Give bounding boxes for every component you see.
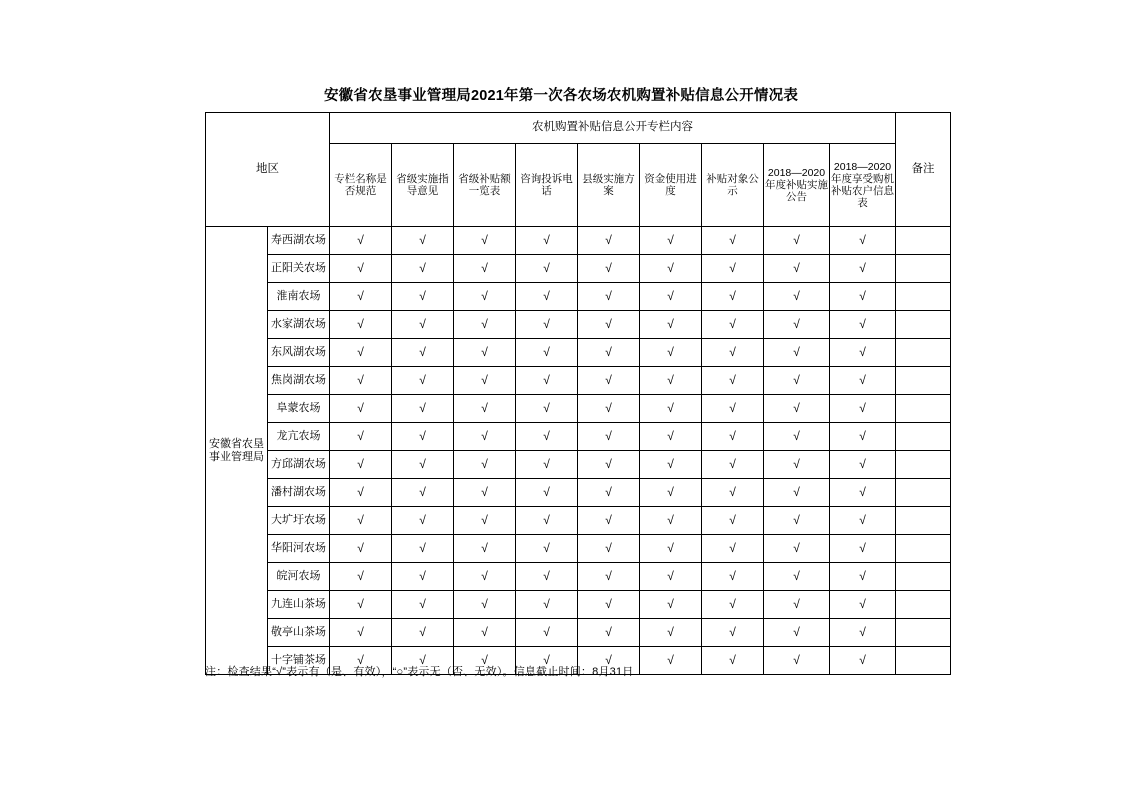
mark-cell: √ [640, 619, 702, 647]
mark-cell: √ [454, 283, 516, 311]
mark-cell: √ [392, 227, 454, 255]
mark-cell: √ [330, 283, 392, 311]
mark-cell: √ [640, 563, 702, 591]
mark-cell: √ [454, 311, 516, 339]
mark-cell: √ [516, 227, 578, 255]
mark-cell: √ [830, 479, 896, 507]
mark-cell: √ [516, 283, 578, 311]
table-row [206, 507, 951, 535]
mark-cell: √ [330, 311, 392, 339]
farm-name: 方邱湖农场 [268, 451, 330, 479]
remark-cell [896, 451, 951, 479]
mark-cell: √ [392, 339, 454, 367]
remark-cell [896, 619, 951, 647]
mark-cell: √ [454, 479, 516, 507]
mark-cell: √ [516, 339, 578, 367]
mark-cell: √ [830, 227, 896, 255]
column-header-7: 补贴对象公示 [702, 144, 764, 227]
mark-cell: √ [578, 535, 640, 563]
mark-cell: √ [702, 591, 764, 619]
mark-cell: √ [640, 507, 702, 535]
column-header-2: 省级实施指导意见 [392, 144, 454, 227]
mark-cell: √ [702, 283, 764, 311]
remark-cell [896, 283, 951, 311]
mark-cell: √ [640, 535, 702, 563]
column-header-1: 专栏名称是否规范 [330, 144, 392, 227]
mark-cell: √ [830, 507, 896, 535]
mark-cell: √ [640, 591, 702, 619]
mark-cell: √ [764, 227, 830, 255]
mark-cell: √ [640, 283, 702, 311]
mark-cell: √ [830, 367, 896, 395]
farm-name: 水家湖农场 [268, 311, 330, 339]
mark-cell: √ [330, 451, 392, 479]
table-row [206, 339, 951, 367]
column-header-6: 资金使用进度 [640, 144, 702, 227]
table-row [206, 591, 951, 619]
mark-cell: √ [830, 451, 896, 479]
mark-cell: √ [640, 255, 702, 283]
mark-cell: √ [702, 535, 764, 563]
mark-cell: √ [516, 451, 578, 479]
mark-cell: √ [640, 479, 702, 507]
mark-cell: √ [516, 619, 578, 647]
mark-cell: √ [516, 591, 578, 619]
farm-name: 寿西湖农场 [268, 227, 330, 255]
mark-cell: √ [516, 507, 578, 535]
page-title: 安徽省农垦事业管理局2021年第一次各农场农机购置补贴信息公开情况表 [323, 88, 799, 104]
table-row [206, 423, 951, 451]
mark-cell: √ [454, 395, 516, 423]
mark-cell: √ [640, 395, 702, 423]
mark-cell: √ [702, 311, 764, 339]
mark-cell: √ [764, 395, 830, 423]
remark-cell [896, 395, 951, 423]
mark-cell: √ [830, 395, 896, 423]
remark-cell [896, 367, 951, 395]
mark-cell: √ [578, 395, 640, 423]
mark-cell: √ [392, 255, 454, 283]
mark-cell: √ [702, 619, 764, 647]
mark-cell: √ [640, 647, 702, 675]
mark-cell: √ [702, 507, 764, 535]
remark-cell [896, 563, 951, 591]
column-header-8: 2018—2020年度补贴实施公告 [764, 144, 830, 227]
mark-cell: √ [640, 423, 702, 451]
mark-cell: √ [454, 647, 516, 675]
mark-cell: √ [640, 311, 702, 339]
table-header [206, 113, 951, 227]
mark-cell: √ [578, 339, 640, 367]
mark-cell: √ [516, 255, 578, 283]
mark-cell: √ [516, 563, 578, 591]
mark-cell: √ [764, 647, 830, 675]
remark-cell [896, 255, 951, 283]
column-header-9: 2018—2020年度享受购机补贴农户信息表 [830, 144, 896, 227]
mark-cell: √ [454, 339, 516, 367]
mark-cell: √ [454, 619, 516, 647]
org-label: 安徽省农垦事业管理局 [206, 227, 268, 675]
farm-name: 阜蒙农场 [268, 395, 330, 423]
mark-cell: √ [330, 367, 392, 395]
mark-cell: √ [516, 311, 578, 339]
mark-cell: √ [392, 479, 454, 507]
mark-cell: √ [578, 507, 640, 535]
mark-cell: √ [454, 507, 516, 535]
mark-cell: √ [702, 451, 764, 479]
mark-cell: √ [454, 227, 516, 255]
remark-cell [896, 479, 951, 507]
remark-cell [896, 339, 951, 367]
mark-cell: √ [516, 535, 578, 563]
mark-cell: √ [516, 423, 578, 451]
mark-cell: √ [392, 367, 454, 395]
mark-cell: √ [578, 283, 640, 311]
mark-cell: √ [454, 423, 516, 451]
farm-name: 东风湖农场 [268, 339, 330, 367]
mark-cell: √ [764, 283, 830, 311]
mark-cell: √ [702, 563, 764, 591]
mark-cell: √ [392, 619, 454, 647]
subsidy-disclosure-table [205, 112, 951, 675]
table-row [206, 535, 951, 563]
mark-cell: √ [578, 479, 640, 507]
table-row [206, 227, 951, 255]
table-footnote: 注：检查结果“√”表示有（是、有效），“○”表示无（否、无效）。信息截止时间：8月31日 [205, 666, 634, 678]
farm-name: 潘村湖农场 [268, 479, 330, 507]
mark-cell: √ [578, 311, 640, 339]
mark-cell: √ [830, 535, 896, 563]
mark-cell: √ [516, 367, 578, 395]
mark-cell: √ [392, 535, 454, 563]
mark-cell: √ [330, 507, 392, 535]
mark-cell: √ [830, 423, 896, 451]
farm-name: 九连山茶场 [268, 591, 330, 619]
farm-name: 十字铺茶场 [268, 647, 330, 675]
farm-name: 皖河农场 [268, 563, 330, 591]
mark-cell: √ [330, 339, 392, 367]
mark-cell: √ [330, 535, 392, 563]
mark-cell: √ [454, 535, 516, 563]
farm-name: 华阳河农场 [268, 535, 330, 563]
mark-cell: √ [392, 507, 454, 535]
mark-cell: √ [578, 367, 640, 395]
mark-cell: √ [454, 451, 516, 479]
group-header: 农机购置补贴信息公开专栏内容 [330, 113, 896, 144]
mark-cell: √ [764, 479, 830, 507]
mark-cell: √ [702, 423, 764, 451]
table-row [206, 255, 951, 283]
mark-cell: √ [830, 591, 896, 619]
farm-name: 淮南农场 [268, 283, 330, 311]
table-row [206, 563, 951, 591]
table-row [206, 619, 951, 647]
region-header: 地区 [206, 113, 330, 227]
mark-cell: √ [330, 227, 392, 255]
mark-cell: √ [764, 255, 830, 283]
mark-cell: √ [764, 339, 830, 367]
mark-cell: √ [764, 311, 830, 339]
farm-name: 正阳关农场 [268, 255, 330, 283]
mark-cell: √ [830, 339, 896, 367]
mark-cell: √ [830, 647, 896, 675]
mark-cell: √ [330, 563, 392, 591]
mark-cell: √ [578, 227, 640, 255]
mark-cell: √ [830, 283, 896, 311]
remark-cell [896, 535, 951, 563]
mark-cell: √ [392, 423, 454, 451]
mark-cell: √ [330, 423, 392, 451]
mark-cell: √ [830, 311, 896, 339]
mark-cell: √ [702, 367, 764, 395]
mark-cell: √ [830, 619, 896, 647]
farm-name: 龙亢农场 [268, 423, 330, 451]
mark-cell: √ [392, 395, 454, 423]
mark-cell: √ [702, 647, 764, 675]
mark-cell: √ [764, 591, 830, 619]
mark-cell: √ [330, 647, 392, 675]
mark-cell: √ [454, 591, 516, 619]
remark-cell [896, 507, 951, 535]
mark-cell: √ [454, 563, 516, 591]
mark-cell: √ [640, 367, 702, 395]
mark-cell: √ [702, 255, 764, 283]
mark-cell: √ [578, 451, 640, 479]
mark-cell: √ [764, 367, 830, 395]
remark-cell [896, 423, 951, 451]
mark-cell: √ [516, 395, 578, 423]
mark-cell: √ [330, 619, 392, 647]
mark-cell: √ [640, 227, 702, 255]
mark-cell: √ [392, 283, 454, 311]
remark-cell [896, 647, 951, 675]
mark-cell: √ [578, 423, 640, 451]
mark-cell: √ [392, 647, 454, 675]
table-row [206, 367, 951, 395]
table-row [206, 311, 951, 339]
column-header-5: 县级实施方案 [578, 144, 640, 227]
mark-cell: √ [764, 507, 830, 535]
mark-cell: √ [578, 591, 640, 619]
mark-cell: √ [330, 591, 392, 619]
mark-cell: √ [578, 619, 640, 647]
mark-cell: √ [454, 255, 516, 283]
mark-cell: √ [702, 339, 764, 367]
mark-cell: √ [330, 255, 392, 283]
table-row [206, 451, 951, 479]
remark-cell [896, 591, 951, 619]
table-row [206, 479, 951, 507]
column-header-3: 省级补贴额一览表 [454, 144, 516, 227]
mark-cell: √ [702, 227, 764, 255]
mark-cell: √ [392, 563, 454, 591]
mark-cell: √ [578, 255, 640, 283]
mark-cell: √ [578, 563, 640, 591]
mark-cell: √ [764, 535, 830, 563]
mark-cell: √ [764, 563, 830, 591]
mark-cell: √ [392, 591, 454, 619]
mark-cell: √ [392, 311, 454, 339]
table-row [206, 395, 951, 423]
mark-cell: √ [640, 339, 702, 367]
column-header-4: 咨询投诉电话 [516, 144, 578, 227]
mark-cell: √ [764, 451, 830, 479]
mark-cell: √ [830, 255, 896, 283]
header-row-1 [206, 113, 951, 144]
table-row [206, 283, 951, 311]
mark-cell: √ [764, 423, 830, 451]
mark-cell: √ [640, 451, 702, 479]
remark-cell [896, 311, 951, 339]
mark-cell: √ [330, 479, 392, 507]
mark-cell: √ [764, 619, 830, 647]
mark-cell: √ [702, 395, 764, 423]
mark-cell: √ [578, 647, 640, 675]
mark-cell: √ [516, 647, 578, 675]
mark-cell: √ [454, 367, 516, 395]
mark-cell: √ [330, 395, 392, 423]
remark-header: 备注 [896, 113, 951, 227]
mark-cell: √ [702, 479, 764, 507]
mark-cell: √ [392, 451, 454, 479]
remark-cell [896, 227, 951, 255]
table-body [206, 227, 951, 675]
farm-name: 敬亭山茶场 [268, 619, 330, 647]
mark-cell: √ [830, 563, 896, 591]
mark-cell: √ [516, 479, 578, 507]
farm-name: 焦岗湖农场 [268, 367, 330, 395]
farm-name: 大圹圩农场 [268, 507, 330, 535]
